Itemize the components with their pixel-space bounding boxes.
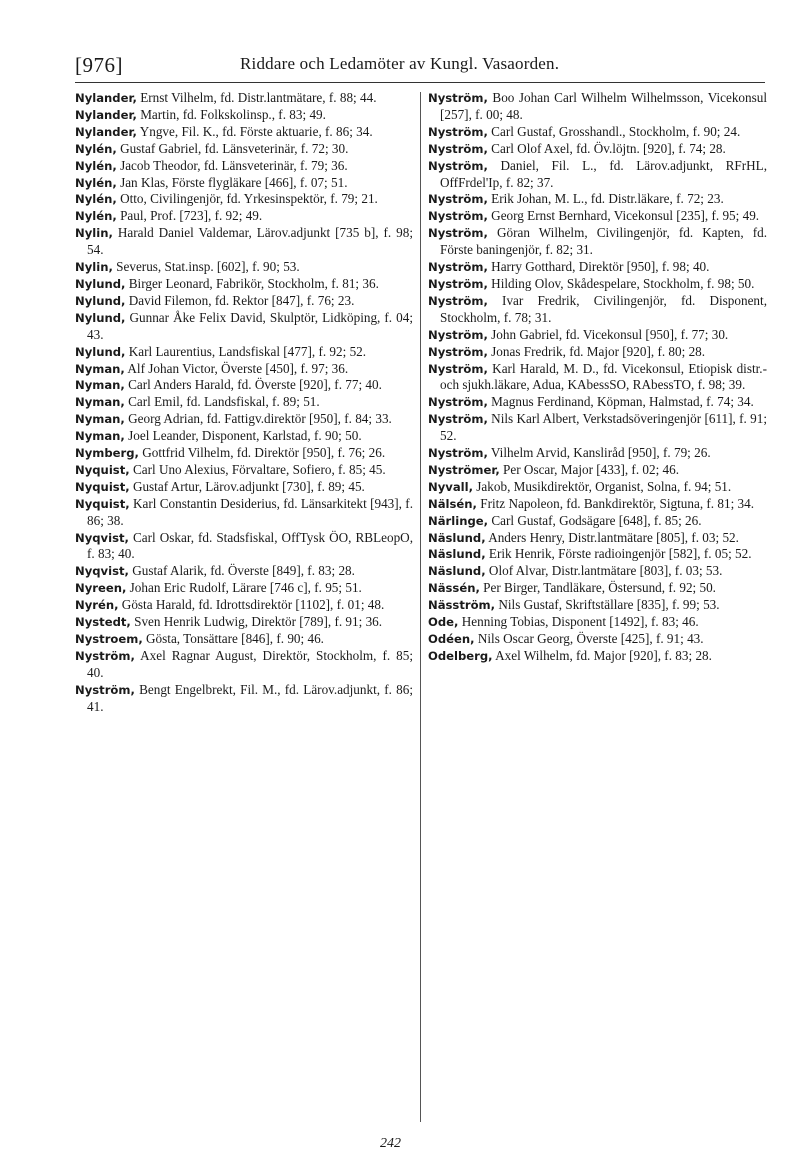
entry-surname: Nyström,: [428, 158, 488, 173]
entry-details: Carl Anders Harald, fd. Överste [920], f. 77; 40.: [124, 377, 382, 393]
entry-details: John Gabriel, fd. Vicekonsul [950], f. 77; 30.: [487, 326, 729, 342]
entry-details: Jakob, Musikdirektör, Organist, Solna, f. 94; 51.: [473, 478, 732, 494]
entry-surname: Nylander,: [75, 124, 137, 139]
entry-surname: Nyström,: [428, 361, 488, 376]
register-entry: [428, 293, 767, 327]
entry-surname: Nystedt,: [75, 615, 131, 630]
entry-surname: Nälsén,: [428, 496, 477, 511]
entry-surname: Nyvall,: [428, 479, 473, 494]
entry-surname: Näsström,: [428, 598, 496, 613]
entry-details: Joel Leander, Disponent, Karlstad, f. 90; 50.: [124, 428, 362, 444]
register-entry: [428, 563, 767, 580]
entry-surname: Nylén,: [75, 192, 117, 207]
register-entry: [428, 462, 767, 479]
register-entry: [75, 175, 413, 192]
entry-details: Per Birger, Tandläkare, Östersund, f. 92; 50.: [479, 580, 716, 596]
entry-details: Jan Klas, Förste flygläkare [466], f. 07; 51.: [116, 174, 348, 190]
register-entry: [428, 648, 767, 665]
register-entry: [428, 344, 767, 361]
register-entry: [428, 141, 767, 158]
register-entry: [428, 513, 767, 530]
entry-details: Henning Tobias, Disponent [1492], f. 83; 46.: [458, 614, 699, 630]
entry-details: Alf Johan Victor, Överste [450], f. 97; 36.: [124, 360, 349, 376]
entry-surname: Nyström,: [428, 412, 488, 427]
register-entry: [428, 496, 767, 513]
entry-details: Per Oscar, Major [433], f. 02; 46.: [499, 461, 680, 477]
entry-details: Birger Leonard, Fabrikör, Stockholm, f. 81; 36.: [125, 275, 379, 291]
entry-details: David Filemon, fd. Rektor [847], f. 76; 23.: [125, 292, 355, 308]
entry-surname: Nylén,: [75, 158, 117, 173]
register-entry: [428, 479, 767, 496]
entry-surname: Nyman,: [75, 412, 125, 427]
register-entry: [428, 124, 767, 141]
register-entry: [75, 530, 413, 564]
register-entry: [75, 141, 413, 158]
register-entry: [428, 158, 767, 192]
entry-details: Vilhelm Arvid, Kansliråd [950], f. 79; 26.: [487, 445, 711, 461]
entry-details: Harald Daniel Valdemar, Lärov.adjunkt [735 b], f. 98; 54.: [87, 225, 413, 258]
entry-surname: Nyström,: [428, 446, 488, 461]
entry-details: Georg Adrian, fd. Fattigv.direktör [950], f. 84; 33.: [124, 411, 392, 427]
entry-surname: Nylund,: [75, 276, 126, 291]
register-entry: [75, 310, 413, 344]
running-title: Riddare och Ledamöter av Kungl. Vasaorden.: [240, 54, 560, 73]
entry-surname: Nylander,: [75, 107, 137, 122]
entry-surname: Nylund,: [75, 293, 126, 308]
entry-details: Olof Alvar, Distr.lantmätare [803], f. 03; 53.: [485, 563, 723, 579]
register-entry: [428, 276, 767, 293]
register-entry: [75, 361, 413, 378]
entry-details: Jonas Fredrik, fd. Major [920], f. 80; 28.: [487, 343, 706, 359]
register-entry: [75, 648, 413, 682]
entry-details: Karl Constantin Desiderius, fd. Länsarkitekt [943], f. 86; 38.: [87, 495, 413, 528]
entry-details: Martin, fd. Folkskolinsp., f. 83; 49.: [136, 106, 326, 122]
register-entry: [428, 90, 767, 124]
entry-details: Jacob Theodor, fd. Länsveterinär, f. 79; 36.: [116, 157, 348, 173]
entry-surname: Nyman,: [75, 378, 125, 393]
header-rule: [75, 82, 765, 83]
entry-surname: Nyquist,: [75, 462, 130, 477]
entry-details: Georg Ernst Bernhard, Vicekonsul [235], f. 95; 49.: [487, 208, 760, 224]
entry-details: Gustaf Gabriel, fd. Länsveterinär, f. 72; 30.: [116, 140, 349, 156]
register-entry: [75, 158, 413, 175]
entry-surname: Nyrén,: [75, 598, 119, 613]
entry-surname: Nyström,: [428, 141, 488, 156]
entry-surname: Nymberg,: [75, 446, 139, 461]
entry-details: Gunnar Åke Felix David, Skulptör, Lidköping, f. 04; 43.: [87, 309, 413, 342]
entry-surname: Nylin,: [75, 226, 113, 241]
entry-surname: Näslund,: [428, 564, 486, 579]
register-entry: [75, 428, 413, 445]
entry-surname: Nyqvist,: [75, 564, 129, 579]
entry-details: Karl Laurentius, Landsfiskal [477], f. 92; 52.: [125, 343, 367, 359]
register-entry: [428, 191, 767, 208]
register-entry: [428, 445, 767, 462]
entry-surname: Nystroem,: [75, 632, 143, 646]
entry-details: Carl Olof Axel, fd. Öv.löjtn. [920], f. 74; 28.: [487, 140, 726, 156]
entry-surname: Nyström,: [428, 276, 488, 291]
register-entry: [428, 225, 767, 259]
entry-surname: Nylander,: [75, 91, 137, 105]
register-entry: [428, 361, 767, 395]
entry-details: Axel Ragnar August, Direktör, Stockholm, f. 85; 40.: [87, 647, 413, 680]
register-entry: [75, 631, 413, 648]
entry-details: Anders Henry, Distr.lantmätare [805], f. 03; 52.: [485, 529, 739, 545]
entry-details: Magnus Ferdinand, Köpman, Halmstad, f. 74; 34.: [487, 394, 754, 410]
entry-details: Karl Harald, M. D., fd. Vicekonsul, Etiopisk distr.- och sjukh.läkare, Adua, KAbessSO, RAbessTO, f. 98; 39.: [440, 360, 767, 393]
register-entry: [428, 631, 767, 648]
entry-surname: Nyström,: [428, 260, 488, 275]
entry-details: Harry Gotthard, Direktör [950], f. 98; 40.: [487, 259, 710, 275]
page-header: [75, 53, 765, 79]
entry-surname: Nyström,: [428, 327, 488, 342]
entry-surname: Näslund,: [428, 547, 486, 562]
register-entry: [75, 462, 413, 479]
right-column: [428, 90, 767, 665]
entry-surname: Nyman,: [75, 361, 125, 376]
entry-surname: Nyquist,: [75, 496, 130, 511]
entry-surname: Odelberg,: [428, 648, 493, 663]
entry-surname: Näslund,: [428, 530, 486, 545]
register-entry: [75, 496, 413, 530]
entry-details: Erik Henrik, Förste radioingenjör [582], f. 05; 52.: [485, 546, 752, 562]
entry-surname: Nyström,: [428, 124, 488, 139]
entry-surname: Nyström,: [428, 293, 488, 308]
entry-details: Severus, Stat.insp. [602], f. 90; 53.: [112, 259, 300, 275]
entry-details: Otto, Civilingenjör, fd. Yrkesinspektör, f. 79; 21.: [116, 191, 378, 207]
entry-surname: Nyström,: [428, 209, 488, 224]
entry-surname: Nyström,: [428, 226, 488, 241]
entry-details: Carl Oskar, fd. Stadsfiskal, OffTysk ÖO, RBLeopO, f. 83; 40.: [87, 529, 413, 562]
entry-details: Fritz Napoleon, fd. Bankdirektör, Sigtuna, f. 81; 34.: [476, 495, 755, 511]
register-entry: [75, 259, 413, 276]
entry-details: Boo Johan Carl Wilhelm Wilhelmsson, Vicekonsul [257], f. 00; 48.: [440, 90, 767, 122]
entry-surname: Närlinge,: [428, 513, 489, 528]
entry-surname: Nylén,: [75, 175, 117, 190]
register-entry: [75, 394, 413, 411]
register-entry: [428, 394, 767, 411]
entry-details: Carl Uno Alexius, Förvaltare, Sofiero, f. 85; 45.: [129, 461, 386, 477]
entry-surname: Ode,: [428, 615, 459, 630]
register-entry: [428, 546, 767, 563]
entry-surname: Nylin,: [75, 260, 113, 275]
entry-surname: Nyströmer,: [428, 462, 500, 477]
entry-details: Nils Karl Albert, Verkstadsöveringenjör [611], f. 91; 52.: [440, 411, 767, 444]
entry-surname: Nylund,: [75, 310, 126, 325]
entry-details: Erik Johan, M. L., fd. Distr.läkare, f. 72; 23.: [487, 191, 724, 207]
entry-details: Gustaf Alarik, fd. Överste [849], f. 83; 28.: [128, 563, 355, 579]
register-entry: [428, 327, 767, 344]
entry-details: Gösta Harald, fd. Idrottsdirektör [1102], f. 01; 48.: [118, 597, 385, 613]
entry-details: Ivar Fredrik, Civilingenjör, fd. Disponent, Stockholm, f. 78; 31.: [440, 292, 767, 325]
register-entry: [428, 580, 767, 597]
register-entry: [75, 614, 413, 631]
entry-details: Yngve, Fil. K., fd. Förste aktuarie, f. 86; 34.: [136, 123, 373, 139]
register-entry: [75, 682, 413, 716]
register-entry: [75, 563, 413, 580]
register-entry: [75, 124, 413, 141]
entry-details: Carl Gustaf, Grosshandl., Stockholm, f. 90; 24.: [487, 123, 741, 139]
entry-surname: Nylén,: [75, 141, 117, 156]
entry-details: Hilding Olov, Skådespelare, Stockholm, f. 98; 50.: [487, 275, 755, 291]
register-entry: [75, 344, 413, 361]
register-entry: [75, 445, 413, 462]
entry-details: Daniel, Fil. L., fd. Lärov.adjunkt, RFrHL, OffFrdel'Ip, f. 82; 37.: [440, 157, 767, 190]
entry-details: Bengt Engelbrekt, Fil. M., fd. Lärov.adjunkt, f. 86; 41.: [87, 681, 413, 714]
register-entry: [428, 530, 767, 547]
entry-surname: Nyström,: [75, 682, 135, 697]
register-entry: [75, 107, 413, 124]
register-entry: [428, 411, 767, 445]
register-entry: [75, 191, 413, 208]
entry-surname: Nyman,: [75, 429, 125, 444]
entry-details: Gösta, Tonsättare [846], f. 90; 46.: [142, 631, 324, 646]
register-entry: [75, 479, 413, 496]
entry-surname: Nyquist,: [75, 479, 130, 494]
entry-details: Göran Wilhelm, Civilingenjör, fd. Kapten, fd. Förste baningenjör, f. 82; 31.: [440, 225, 767, 258]
entry-details: Carl Emil, fd. Landsfiskal, f. 89; 51.: [124, 394, 320, 410]
entry-details: Sven Henrik Ludwig, Direktör [789], f. 91; 36.: [130, 614, 383, 630]
register-entry: [75, 580, 413, 597]
entry-details: Paul, Prof. [723], f. 92; 49.: [116, 208, 263, 224]
entry-surname: Nyqvist,: [75, 530, 129, 545]
register-entry: [428, 259, 767, 276]
register-entry: [428, 208, 767, 225]
entry-details: Nils Oscar Georg, Överste [425], f. 91; 43.: [474, 631, 704, 646]
entry-surname: Nyström,: [75, 648, 135, 663]
entry-surname: Nylén,: [75, 209, 117, 224]
entry-surname: Nyreen,: [75, 581, 127, 596]
register-entry: [75, 208, 413, 225]
page-number-bracketed: [976]: [75, 53, 123, 77]
entry-surname: Odéen,: [428, 632, 475, 646]
register-entry: [75, 90, 413, 107]
entry-details: Gustaf Artur, Lärov.adjunkt [730], f. 89; 45.: [129, 478, 365, 494]
entry-surname: Nässén,: [428, 581, 480, 596]
register-entry: [75, 597, 413, 614]
register-entry: [75, 377, 413, 394]
entry-surname: Nyström,: [428, 344, 488, 359]
register-entry: [428, 597, 767, 614]
column-divider: [420, 92, 421, 1122]
entry-details: Gottfrid Vilhelm, fd. Direktör [950], f. 76; 26.: [138, 445, 386, 461]
left-column: [75, 90, 413, 716]
register-entry: [75, 225, 413, 259]
entry-surname: Nyström,: [428, 91, 488, 105]
entry-details: Johan Eric Rudolf, Lärare [746 c], f. 95; 51.: [126, 580, 362, 596]
register-entry: [428, 614, 767, 631]
register-entry: [75, 411, 413, 428]
page-footer-number: 242: [380, 1136, 401, 1151]
entry-details: Nils Gustaf, Skriftställare [835], f. 99; 53.: [495, 597, 720, 613]
register-entry: [75, 293, 413, 310]
entry-details: Carl Gustaf, Godsägare [648], f. 85; 26.: [488, 512, 702, 528]
entry-surname: Nyström,: [428, 192, 488, 207]
entry-details: Ernst Vilhelm, fd. Distr.lantmätare, f. 88; 44.: [136, 90, 377, 105]
entry-details: Axel Wilhelm, fd. Major [920], f. 83; 28.: [492, 647, 712, 663]
entry-surname: Nylund,: [75, 344, 126, 359]
register-entry: [75, 276, 413, 293]
entry-surname: Nyström,: [428, 395, 488, 410]
entry-surname: Nyman,: [75, 395, 125, 410]
